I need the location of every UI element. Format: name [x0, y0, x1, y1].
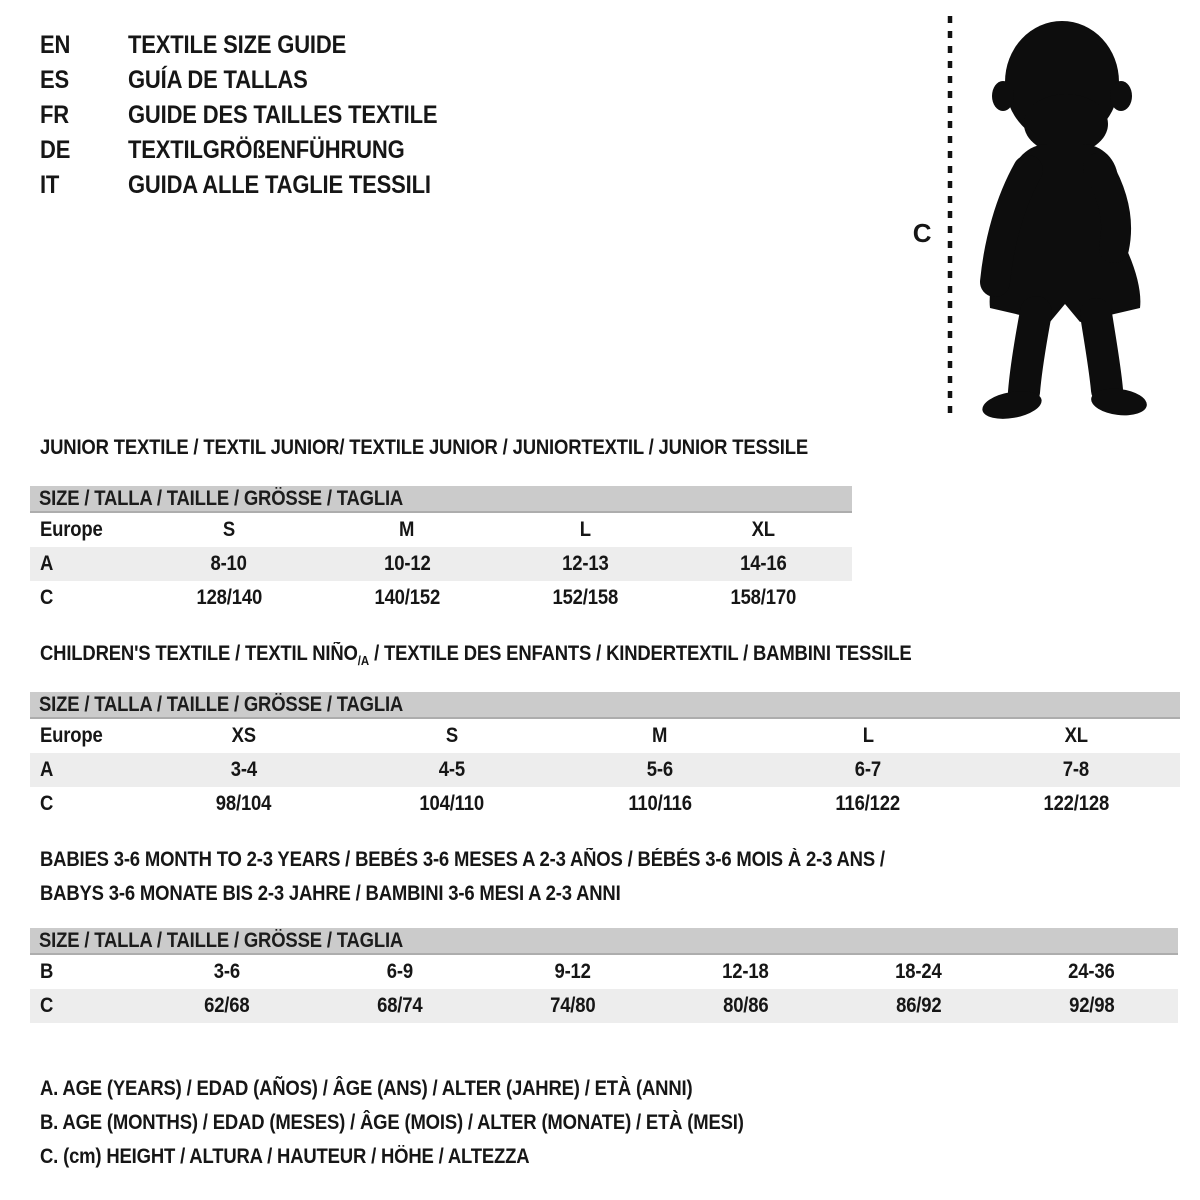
- toddler-silhouette-figure: [900, 6, 1170, 430]
- table-row-age: [30, 547, 852, 581]
- language-title: GUIDE DES TAILLES TEXTILE: [128, 101, 438, 129]
- age-cell: 8-10: [210, 552, 248, 575]
- babies-section-title-line1: BABIES 3-6 MONTH TO 2-3 YEARS / BEBÉS 3-6 MESES A 2-3 AÑOS / BÉBÉS 3-6 MOIS À 2-3 ANS /: [40, 848, 885, 871]
- height-cell: 122/128: [1043, 792, 1109, 815]
- age-cell: 9-12: [554, 960, 591, 983]
- age-cell: 3-6: [213, 960, 240, 983]
- height-cell: 104/110: [419, 792, 485, 815]
- size-cell: L: [862, 724, 874, 747]
- language-title: TEXTILE SIZE GUIDE: [128, 31, 347, 59]
- language-row-de: [40, 133, 480, 168]
- table-row-europe: [30, 513, 852, 547]
- row-label: A: [40, 552, 54, 575]
- age-cell: 12-13: [561, 552, 609, 575]
- row-label: Europe: [40, 518, 103, 541]
- row-label: C: [40, 792, 54, 815]
- age-cell: 4-5: [438, 758, 466, 781]
- height-cell: 74/80: [549, 994, 596, 1017]
- language-code: IT: [40, 171, 60, 199]
- size-cell: XL: [751, 518, 775, 541]
- height-cell: 98/104: [216, 792, 272, 815]
- children-size-table: [30, 692, 1180, 821]
- language-code: DE: [40, 136, 71, 164]
- table-row-age: [30, 753, 1180, 787]
- height-cell: 128/140: [196, 586, 262, 609]
- row-label: C: [40, 586, 54, 609]
- table-row-height: [30, 581, 852, 615]
- language-row-it: [40, 168, 480, 203]
- footnote-b: B. AGE (MONTHS) / EDAD (MESES) / ÂGE (MOIS) / ALTER (MONATE) / ETÀ (MESI): [40, 1111, 744, 1134]
- footnote-a: A. AGE (YEARS) / EDAD (AÑOS) / ÂGE (ANS) / ALTER (JAHRE) / ETÀ (ANNI): [40, 1077, 693, 1100]
- height-cell: 110/116: [628, 792, 692, 815]
- row-label: A: [40, 758, 54, 781]
- language-row-es: [40, 63, 480, 98]
- row-label: C: [40, 994, 54, 1017]
- age-cell: 6-9: [386, 960, 413, 983]
- age-cell: 14-16: [739, 552, 787, 575]
- height-cell: 152/158: [552, 586, 618, 609]
- table-row-age-months: [30, 955, 1178, 989]
- height-cell: 92/98: [1068, 994, 1115, 1017]
- language-code: ES: [40, 66, 69, 94]
- language-code: EN: [40, 31, 71, 59]
- table-row-europe: [30, 719, 1180, 753]
- height-cell: 80/86: [722, 994, 769, 1017]
- size-cell: S: [222, 518, 236, 541]
- language-title: GUÍA DE TALLAS: [128, 66, 308, 94]
- height-cell: 86/92: [895, 994, 942, 1017]
- language-title: GUIDA ALLE TAGLIE TESSILI: [128, 171, 431, 199]
- height-cell: 158/170: [730, 586, 796, 609]
- language-title-list: [40, 28, 480, 203]
- size-cell: M: [652, 724, 668, 747]
- height-cell: 116/122: [835, 792, 901, 815]
- age-cell: 12-18: [722, 960, 769, 983]
- baby-silhouette-icon: [980, 21, 1148, 423]
- language-title: TEXTILGRÖßENFÜHRUNG: [128, 136, 405, 164]
- title-subscript: /A: [357, 653, 370, 668]
- language-code: FR: [40, 101, 69, 129]
- height-cell: 62/68: [203, 994, 250, 1017]
- footnote-c: C. (cm) HEIGHT / ALTURA / HAUTEUR / HÖHE / ALTEZZA: [40, 1145, 530, 1168]
- age-cell: 24-36: [1068, 960, 1115, 983]
- table-header-bar: SIZE / TALLA / TAILLE / GRÖSSE / TAGLIA: [30, 486, 852, 513]
- language-row-fr: [40, 98, 480, 133]
- footnotes: [40, 1072, 840, 1174]
- age-cell: 18-24: [895, 960, 942, 983]
- age-cell: 7-8: [1062, 758, 1090, 781]
- junior-section-title: JUNIOR TEXTILE / TEXTIL JUNIOR/ TEXTILE JUNIOR / JUNIORTEXTIL / JUNIOR TESSILE: [40, 436, 809, 459]
- junior-size-table: [30, 486, 852, 615]
- row-label: B: [40, 960, 54, 983]
- age-cell: 10-12: [383, 552, 431, 575]
- size-cell: S: [445, 724, 459, 747]
- table-row-height: [30, 989, 1178, 1023]
- size-cell: XL: [1064, 724, 1088, 747]
- table-header-bar: SIZE / TALLA / TAILLE / GRÖSSE / TAGLIA: [30, 928, 1178, 955]
- row-label: Europe: [40, 724, 103, 747]
- age-cell: 6-7: [854, 758, 882, 781]
- height-cell: 68/74: [376, 994, 423, 1017]
- babies-size-table: [30, 928, 1178, 1023]
- age-cell: 5-6: [646, 758, 674, 781]
- table-header-bar: SIZE / TALLA / TAILLE / GRÖSSE / TAGLIA: [30, 692, 1180, 719]
- babies-section-title-line2: BABYS 3-6 MONATE BIS 2-3 JAHRE / BAMBINI 3-6 MESI A 2-3 ANNI: [40, 882, 621, 905]
- language-row-en: [40, 28, 480, 63]
- size-cell: L: [579, 518, 591, 541]
- size-cell: M: [399, 518, 415, 541]
- table-row-height: [30, 787, 1180, 821]
- children-section-title: CHILDREN'S TEXTILE / TEXTIL $NIÑO_{/A}$ / TEXTILE DES ENFANTS / KINDERTEXTIL / BAMBINI TESSILE: [40, 642, 912, 668]
- size-cell: XS: [231, 724, 257, 747]
- height-cell: 140/152: [374, 586, 440, 609]
- age-cell: 3-4: [230, 758, 258, 781]
- figure-height-label: C: [912, 218, 932, 248]
